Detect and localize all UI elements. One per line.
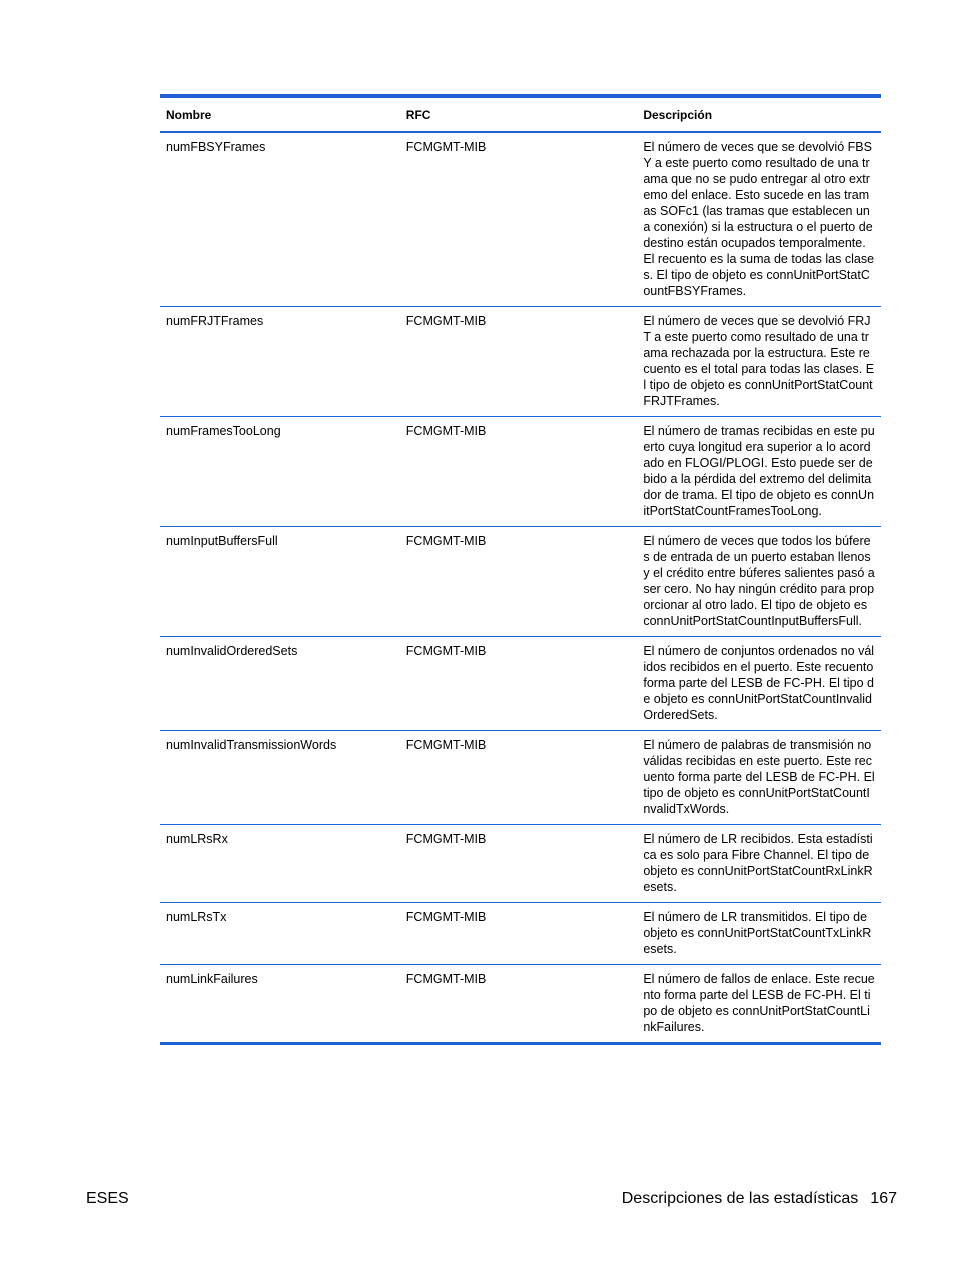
table-row [160,417,881,527]
cell-rfc: FCMGMT-MIB [400,637,638,731]
cell-description: El número de conjuntos ordenados no válidos recibidos en el puerto. Este recuento forma parte del LESB de FC-PH. El tipo de objeto es connUnitPortStatCountInvalidOrderedSets. [637,637,881,731]
cell-rfc: FCMGMT-MIB [400,307,638,417]
cell-rfc: FCMGMT-MIB [405,140,487,154]
table-row [160,307,881,417]
column-header-name: Nombre [160,96,400,132]
table-row [160,903,881,965]
cell-name: numFBSYFrames [166,140,266,154]
cell-rfc: FCMGMT-MIB [400,965,638,1044]
table-row [160,965,881,1044]
cell-name: numFRJTFrames [160,307,400,417]
table-row [160,637,881,731]
footer-section-title: Descripciones de las estadísticas [621,1190,859,1207]
cell-rfc: FCMGMT-MIB [400,731,638,825]
footer-page-info [622,1190,897,1208]
table-row [160,731,881,825]
cell-rfc: FCMGMT-MIB [400,825,638,903]
cell-name: numFramesTooLong [160,417,400,527]
cell-rfc: FCMGMT-MIB [400,527,638,637]
cell-description: El número de palabras de transmisión no válidas recibidas en este puerto. Este recuento forma parte del LESB de FC-PH. El tipo de objeto es connUnitPortStatCountInvalidTxWords. [637,731,881,825]
cell-name: numInvalidTransmissionWords [160,731,400,825]
table-row [160,825,881,903]
table-row [160,527,881,637]
footer-language-code: ESES [86,1190,129,1207]
cell-name: numLRsRx [160,825,400,903]
cell-name: numInvalidOrderedSets [160,637,400,731]
table-header-row [160,96,881,132]
statistics-table [160,94,881,1045]
cell-description: El número de veces que se devolvió FRJT a este puerto como resultado de una trama rechazada por la estructura. Este recuento es el total para todas las clases. El tipo de objeto es connUnitPortStatCountFRJTFrames. [637,307,881,417]
table-row [160,132,881,307]
cell-rfc: FCMGMT-MIB [400,903,638,965]
cell-name: numInputBuffersFull [160,527,400,637]
column-header-description: Descripción [637,96,881,132]
cell-description: El número de veces que se devolvió FBSY a este puerto como resultado de una trama que no se pudo entregar al otro extremo del enlace. Esto sucede en las tramas SOFc1 (las tramas que establecen una conexión) si la estructura o el puerto de destino están ocupados temporalmente. El recuento es la suma de todas las clases. El tipo de objeto es connUnitPortStatCountFBSYFrames. [643,140,875,298]
cell-description: El número de fallos de enlace. Este recuento forma parte del LESB de FC-PH. El tipo de objeto es connUnitPortStatCountLinkFailures. [637,965,881,1044]
cell-name: numLRsTx [160,903,400,965]
column-header-rfc: RFC [400,96,638,132]
page-number: 167 [870,1190,897,1207]
cell-description: El número de veces que todos los búferes de entrada de un puerto estaban llenos y el crédito entre búferes salientes pasó a ser cero. No hay ningún crédito para proporcionar al otro lado. El tipo de objeto es connUnitPortStatCountInputBuffersFull. [637,527,881,637]
cell-description: El número de tramas recibidas en este puerto cuya longitud era superior a lo acordado en FLOGI/PLOGI. Esto puede ser debido a la pérdida del extremo del delimitador de trama. El tipo de objeto es connUnitPortStatCountFramesTooLong. [637,417,881,527]
cell-description: El número de LR recibidos. Esta estadística es solo para Fibre Channel. El tipo de objeto es connUnitPortStatCountRxLinkResets. [637,825,881,903]
cell-name: numLinkFailures [160,965,400,1044]
cell-rfc: FCMGMT-MIB [400,417,638,527]
cell-description: El número de LR transmitidos. El tipo de objeto es connUnitPortStatCountTxLinkResets. [637,903,881,965]
